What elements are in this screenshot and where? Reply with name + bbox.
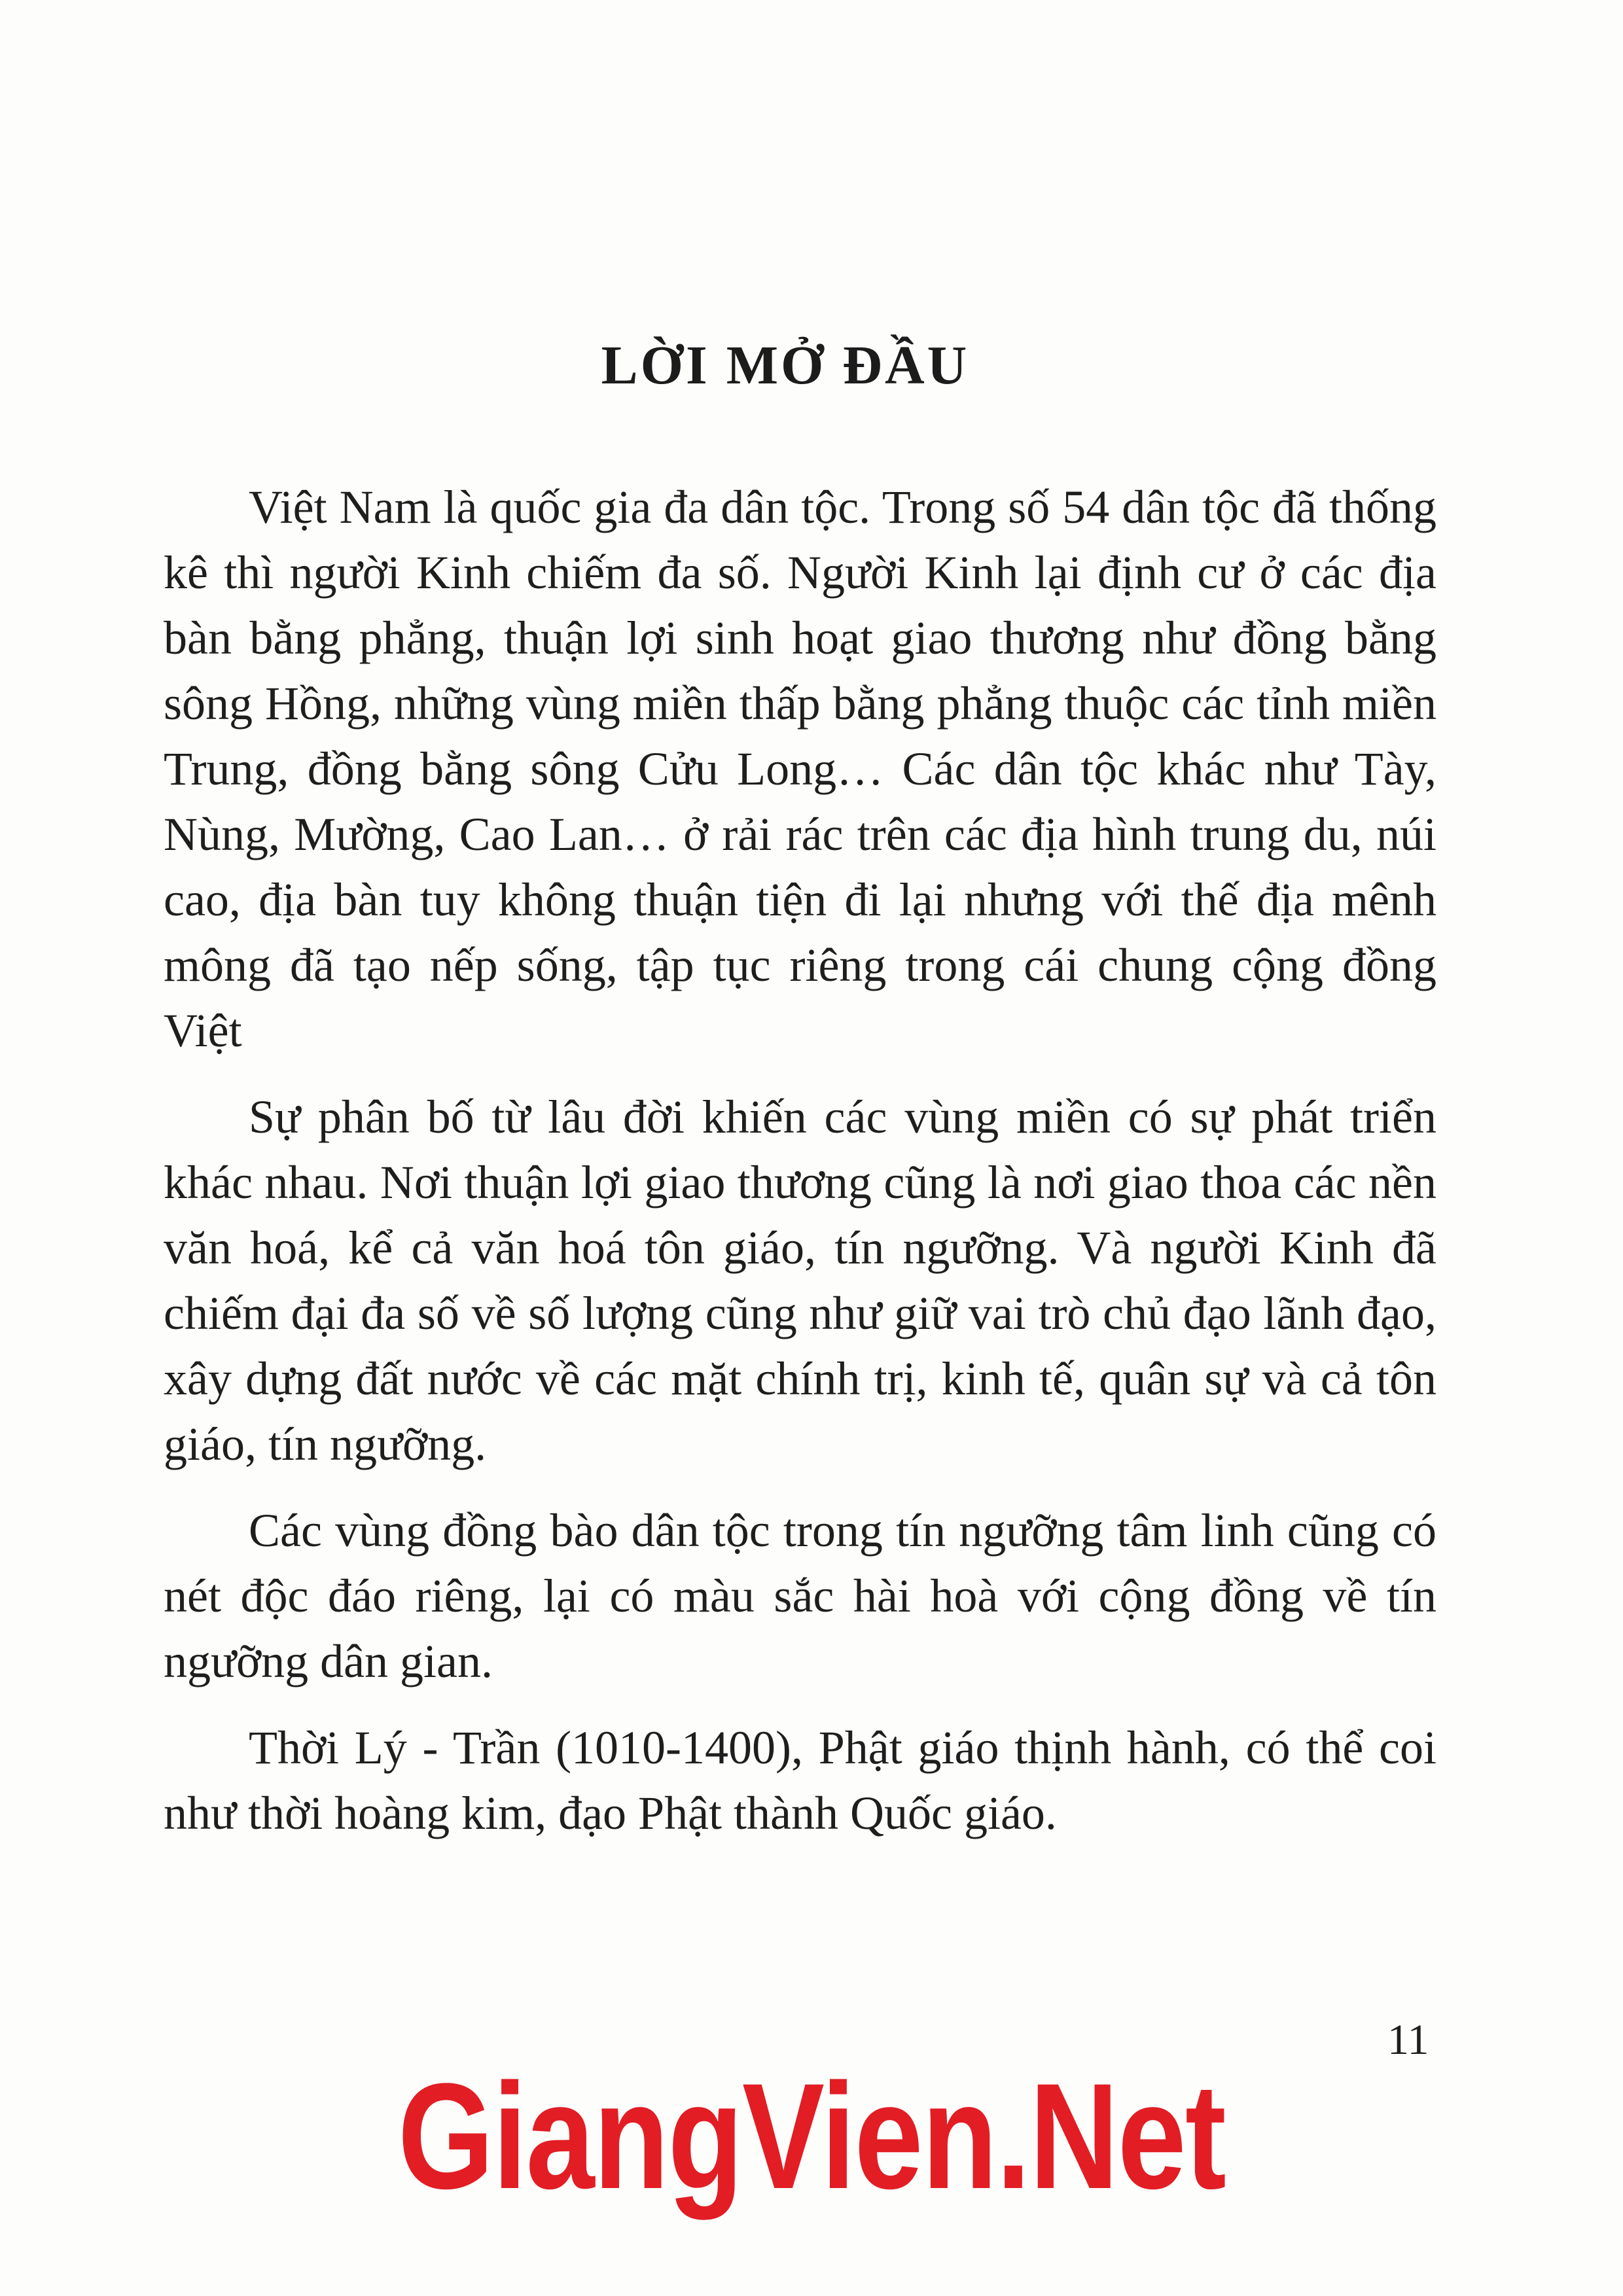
paragraph-2: Sự phân bố từ lâu đời khiến các vùng miền có sự phát triển khác nhau. Nơi thuận lợi giao thương cũng là nơi giao thoa các nền văn hoá, kể cả văn hoá tôn giáo, tín ngưỡng. Và người Kinh đã chiếm đại đa số về số lượng cũng như giữ vai trò chủ đạo lãnh đạo, xây dựng đất nước về các mặt chính trị, kinh tế, quân sự và cả tôn giáo, tín ngưỡng.	[164, 1091, 1436, 1470]
watermark-logo: GiangVien.Net	[397, 2052, 1226, 2220]
paragraph-3: Các vùng đồng bào dân tộc trong tín ngưỡng tâm linh cũng có nét độc đáo riêng, lại có màu sắc hài hoà với cộng đồng về tín ngưỡng dân gian.	[164, 1504, 1436, 1687]
body-text	[164, 474, 1436, 1867]
paragraph-1: Việt Nam là quốc gia đa dân tộc. Trong số 54 dân tộc đã thống kê thì người Kinh chiếm đa số. Người Kinh lại định cư ở các địa bàn bằng phẳng, thuận lợi sinh hoạt giao thương như đồng bằng sông Hồng, những vùng miền thấp bằng phẳng thuộc các tỉnh miền Trung, đồng bằng sông Cửu Long… Các dân tộc khác như Tày, Nùng, Mường, Cao Lan… ở rải rác trên các địa hình trung du, núi cao, địa bàn tuy không thuận tiện đi lại nhưng với thế địa mênh mông đã tạo nếp sống, tập tục riêng trong cái chung cộng đồng Việt	[164, 481, 1436, 1057]
paragraph-4: Thời Lý - Trần (1010-1400), Phật giáo thịnh hành, có thể coi như thời hoàng kim, đạo Phật thành Quốc giáo.	[164, 1722, 1436, 1839]
page-number: 11	[1387, 2016, 1429, 2064]
chapter-title: LỜI MỞ ĐẦU	[601, 335, 970, 396]
